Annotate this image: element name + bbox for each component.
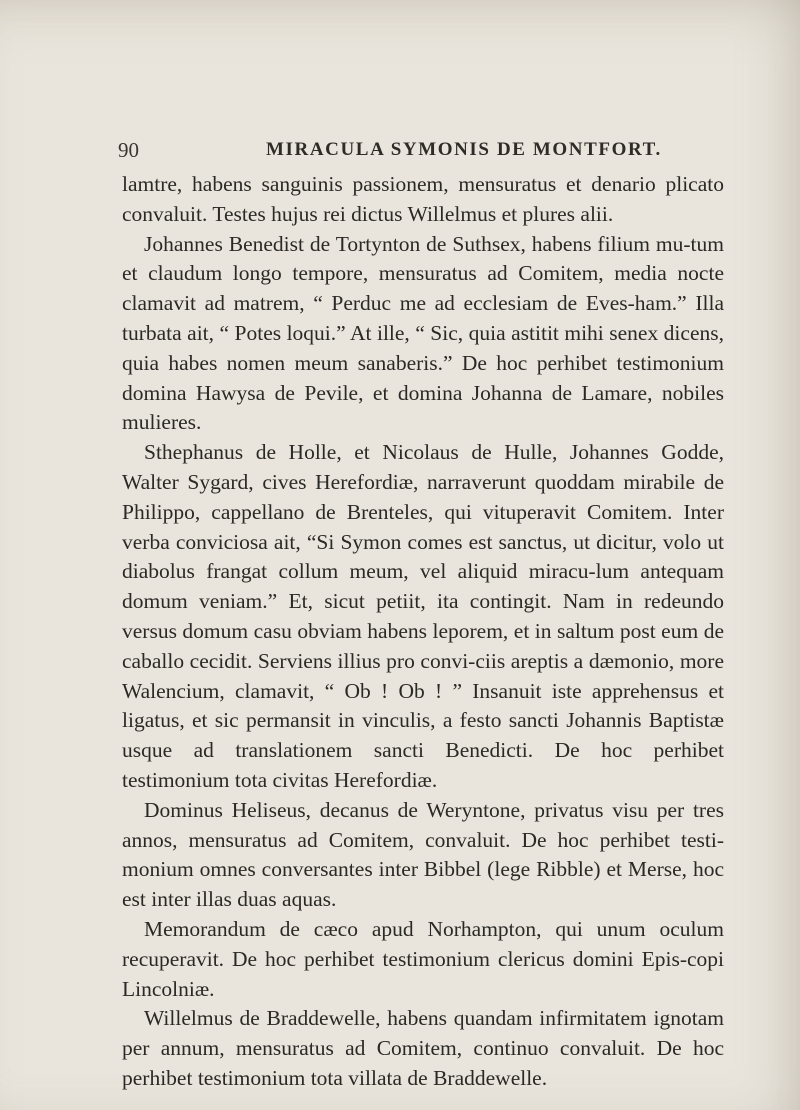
body-text bbox=[122, 170, 724, 1094]
page-number: 90 bbox=[118, 138, 139, 162]
paragraph: Sthephanus de Holle, et Nicolaus de Hulle, Johannes Godde, Walter Sygard, cives Herefordiæ, narraverunt quoddam mirabile de Philippo, cappellano de Brenteles, qui vituperavit Comitem. Inter verba conviciosa ait, “Si Symon comes est sanctus, ut dicitur, volo ut diabolus frangat collum meum, vel aliquid miracu-lum antequam domum veniam.” Et, sicut petiit, ita contingit. Nam in redeundo versus domum casu obviam habens leporem, et in saltum post eum de caballo cecidit. Serviens illius pro convi-ciis areptis a dæmonio, more Walencium, clamavit, “ Ob ! Ob ! ” Insanuit iste apprehensus et ligatus, et sic permansit in vinculis, a festo sancti Johannis Baptistæ usque ad translationem sancti Benedicti. De hoc perhibet testimonium tota civitas Herefordiæ. bbox=[122, 440, 724, 792]
paragraph: Memorandum de cæco apud Norhampton, qui unum oculum recuperavit. De hoc perhibet testimonium clericus domini Epis-copi Lincolniæ. bbox=[122, 916, 724, 1001]
running-title: MIRACULA SYMONIS DE MONTFORT. bbox=[266, 139, 662, 160]
paragraph: Dominus Heliseus, decanus de Weryntone, privatus visu per tres annos, mensuratus ad Comitem, convaluit. De hoc perhibet testi-monium omnes conversantes inter Bibbel (lege Ribble) et Merse, hoc est inter illas duas aquas. bbox=[122, 797, 724, 912]
paragraph: Willelmus de Braddewelle, habens quandam infirmitatem ignotam per annum, mensuratus ad Comitem, continuo convaluit. De hoc perhibet testimonium tota villata de Braddewelle. bbox=[122, 1006, 724, 1090]
paragraph: lamtre, habens sanguinis passionem, mensuratus et denario plicato convaluit. Testes hujus rei dictus Willelmus et plures alii. bbox=[122, 172, 724, 226]
page-header bbox=[118, 138, 738, 166]
paragraph: Johannes Benedist de Tortynton de Suthsex, habens filium mu-tum et claudum longo tempore, mensuratus ad Comitem, media nocte clamavit ad matrem, “ Perduc me ad ecclesiam de Eves-ham.” Illa turbata ait, “ Potes loqui.” At ille, “ Sic, quia astitit mihi senex dicens, quia habes nomen meum sanaberis.” De hoc perhibet testimonium domina Hawysa de Pevile, et domina Johanna de Lamare, nobiles mulieres. bbox=[122, 231, 724, 435]
